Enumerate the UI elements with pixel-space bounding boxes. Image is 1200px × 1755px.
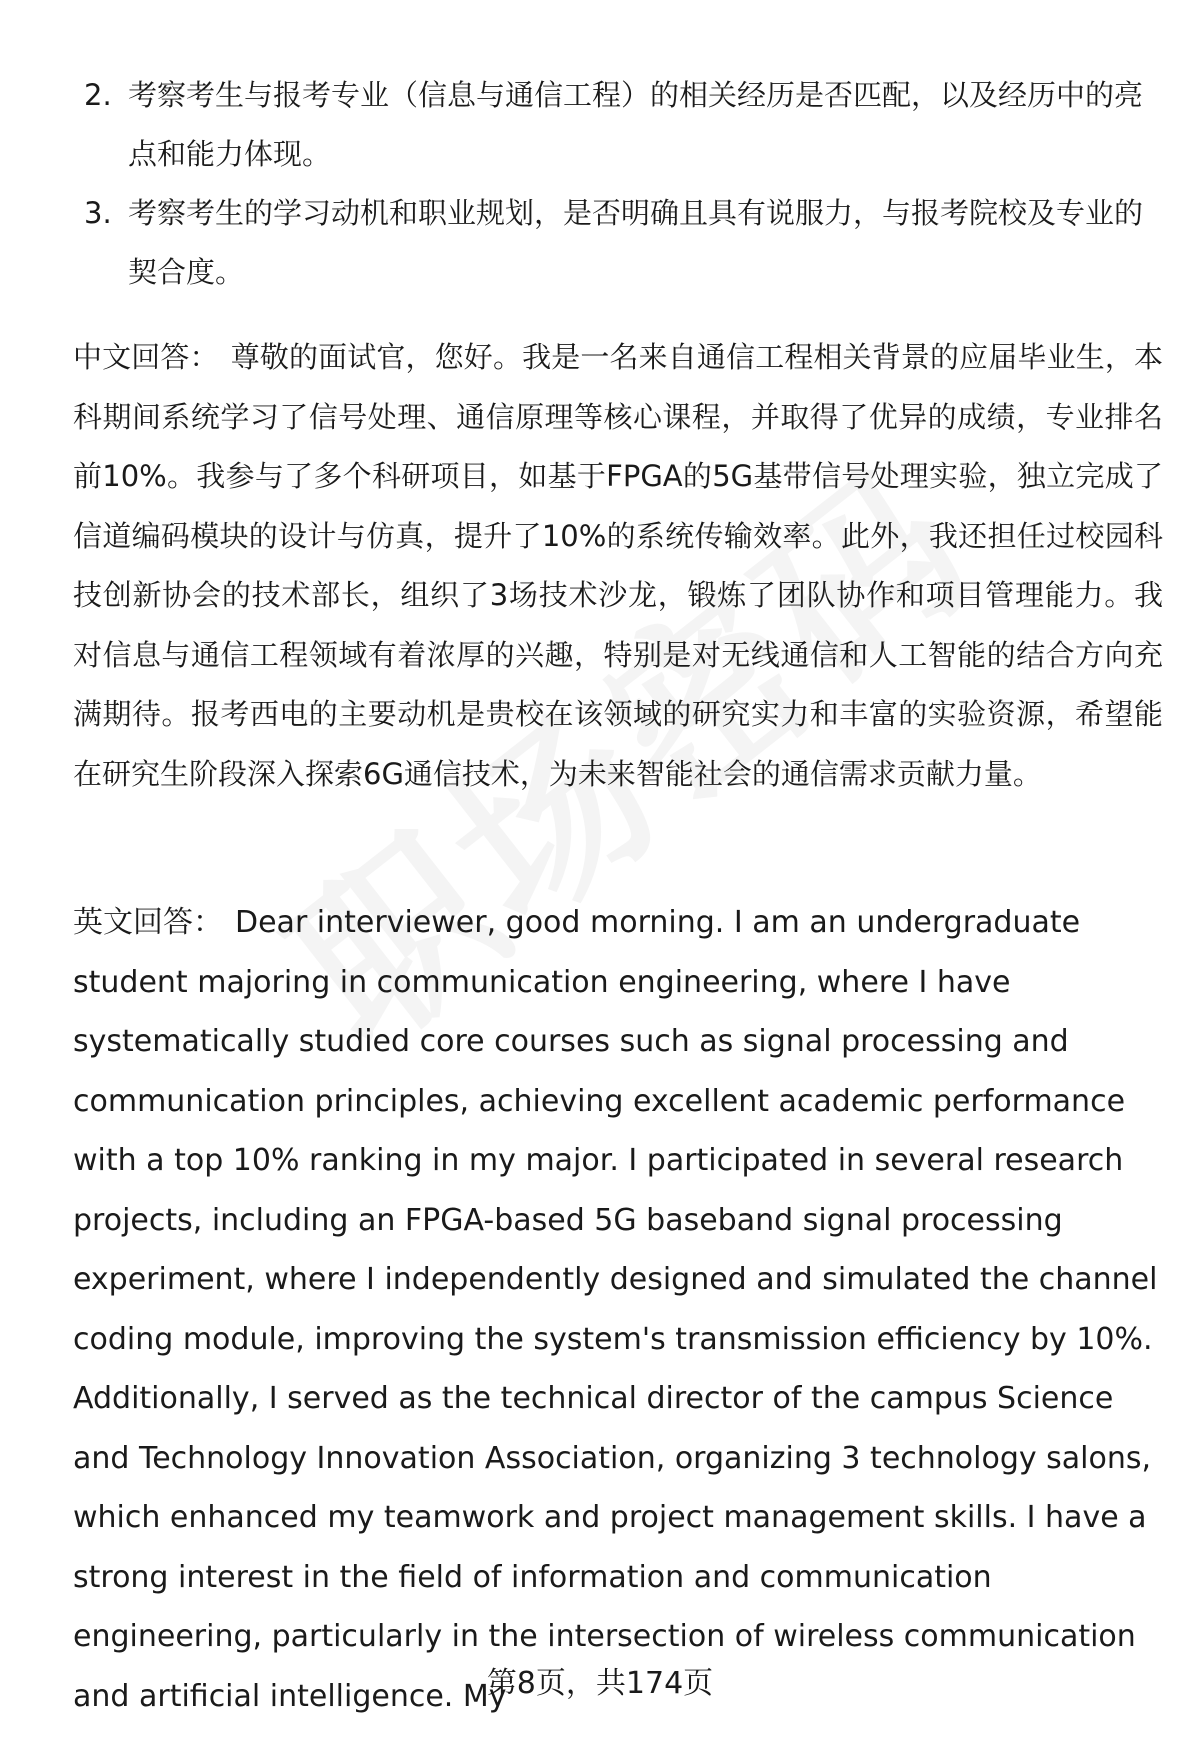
english-answer-paragraph	[73, 893, 1163, 1726]
chinese-answer-text: 尊敬的面试官，您好。我是一名来自通信工程相关背景的应届毕业生，本科期间系统学习了信号处理、通信原理等核心课程，并取得了优异的成绩，专业排名前10%。我参与了多个科研项目，如基于FPGA的5G基带信号处理实验，独立完成了信道编码模块的设计与仿真，提升了10%的系统传输效率。此外，我还担任过校园科技创新协会的技术部长，组织了3场技术沙龙，锻炼了团队协作和项目管理能力。我对信息与通信工程领域有着浓厚的兴趣，特别是对无线通信和人工智能的结合方向充满期待。报考西电的主要动机是贵校在该领域的研究实力和丰富的实验资源，希望能在研究生阶段深入探索6G通信技术，为未来智能社会的通信需求贡献力量。	[73, 340, 1163, 791]
english-answer-text: Dear interviewer, good morning. I am an undergraduate student majoring in communication engineering, where I have systematically studied core courses such as signal processing and communication principles, achieving excellent academic performance with a top 10% ranking in my major. I participated in several research projects, including an FPGA-based 5G baseband signal processing experiment, where I independently designed and simulated the channel coding module, improving the system's transmission efficiency by 10%. Additionally, I served as the technical director of the campus Science and Technology Innovation Association, organizing 3 technology salons, which enhanced my teamwork and project management skills. I have a strong interest in the field of information and communication engineering, particularly in the intersection of wireless communication and artificial intelligence. My	[73, 905, 1158, 1714]
list-item	[78, 66, 1158, 184]
chinese-answer-paragraph	[73, 328, 1163, 804]
chinese-answer-label: 中文回答：	[73, 340, 219, 374]
evaluation-criteria-list	[78, 66, 1158, 302]
list-item-text: 考察考生的学习动机和职业规划，是否明确且具有说服力，与报考院校及专业的契合度。	[128, 196, 1144, 289]
list-item-number: 2.	[84, 78, 112, 112]
page-number-footer: 第8页，共174页	[486, 1666, 714, 1701]
list-item	[78, 184, 1158, 302]
list-item-text: 考察考生与报考专业（信息与通信工程）的相关经历是否匹配，以及经历中的亮点和能力体现。	[128, 78, 1144, 171]
list-item-number: 3.	[84, 196, 112, 230]
english-answer-label: 英文回答：	[73, 905, 223, 940]
